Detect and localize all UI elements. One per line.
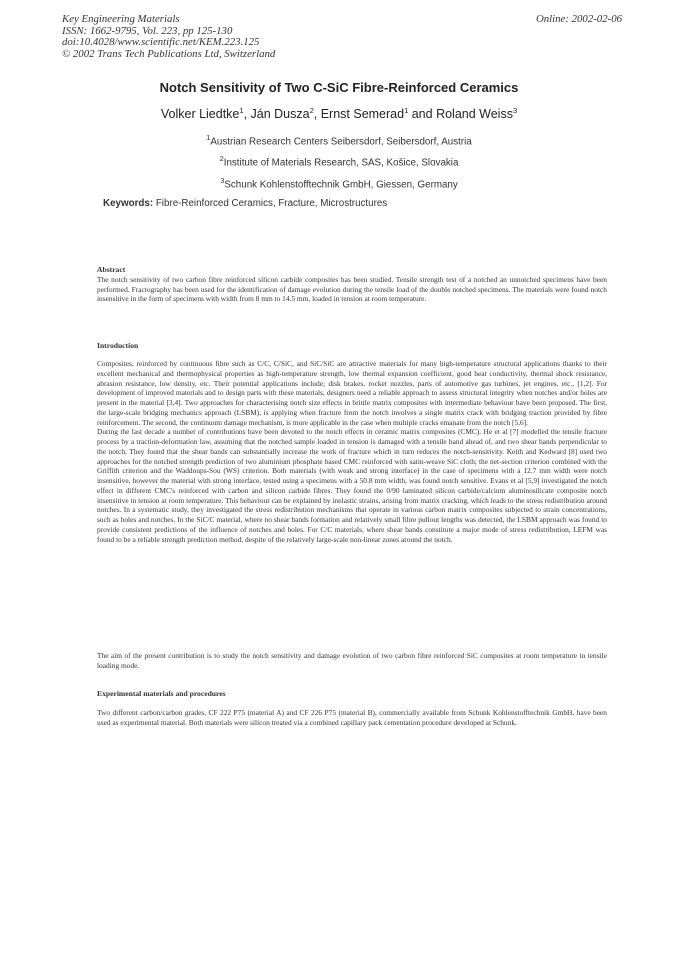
experimental-paragraph: Two different carbon/carbon grades, CF 222 P75 (material A) and CF 226 P75 (material B), commercially available from Schunk Kohlenstofftechnik GmbH, have been used as experimental material. Both materials were silicon treated via a combined capillary pack cementation procedure developed at Schunk. [97, 708, 607, 727]
journal-name: Key Engineering Materials [62, 13, 180, 25]
affiliation-text: Schunk Kohlenstofftechnik GmbH, Giessen, Germany [224, 178, 458, 190]
affiliation-mark: 1 [206, 133, 211, 142]
author-name: Roland Weiss [436, 107, 513, 122]
author-affiliation-mark: 1 [404, 106, 409, 115]
aim-paragraph: The aim of the present contribution is to study the notch sensitivity and damage evolution of two carbon fibre reinforced SiC composites at room temperature in tensile loading mode. [97, 651, 607, 670]
author-name: Ernst Semerad [320, 107, 405, 122]
introduction-paragraph: Composites, reinforced by continuous fibre such as C/C, C/SiC, and SiC/SiC are attractive materials for many high-temperature structural applications thanks to their excellent mechanical and thermophysical properties as high-temperature strength, low thermal expansion coefficient, good heat conductivity, thermal shock resistance, abrasion resistance, low density, etc. Their potential applications include; disk brakes, rocket nozzles, parts of automotive gas turbines, jet engines, etc., [1,2]. For development of improved materials and to design parts with these materials, designers need a reliable approach to assess structural integrity when notches and/or holes are present in the material [3,4]. Two approaches for characterising notch size effects in brittle matrix composites with intermediate behaviour have been proposed. The first, the large-scale bridging mechanics approach (LSBM), is applying when fracture from the notch involves a single matrix crack with bridging traction provided by fibre reinforcement. The second, the continuum damage mechanism, is more applicable in the case when multiple cracks emanate from the notch [5,6]. [97, 359, 607, 427]
introduction-heading: Introduction [97, 341, 139, 350]
journal-header [62, 14, 622, 60]
keywords-label: Keywords: [103, 198, 154, 209]
issn-line: ISSN: 1662-9795, Vol. 223, pp 125-130 [62, 24, 233, 37]
doi-line: doi:10.4028/www.scientific.net/KEM.223.125 [62, 36, 260, 49]
affiliation-mark: 2 [219, 154, 224, 164]
author-list [0, 106, 678, 121]
experimental-heading: Experimental materials and procedures [97, 689, 226, 698]
affiliation-text: Austrian Research Centers Seibersdorf, Seibersdorf, Austria [210, 136, 472, 148]
author-name: Ján Dusza [250, 107, 310, 122]
online-date: Online: 2002-02-06 [535, 13, 622, 25]
affiliation [0, 172, 678, 193]
experimental-heading-block [97, 689, 607, 699]
paper-title: Notch Sensitivity of Two C-SiC Fibre-Reinforced Ceramics [159, 80, 519, 95]
abstract-section [97, 265, 607, 304]
introduction-paragraph: During the last decade a number of contributions have been devoted to the notch effects in ceramic matrix composites (CMC). He et al [7] modelled the tensile fracture process by a traction-deformation law, assuming that the notched sample loaded in tension is damaged with a tensile band ahead of, and two shear bands perpendicular to the notch. They found that the shear bands can substantially increase the work of fracture which in turn reduces the notch-sensitivity. Keith and Kedward [8] used two approaches for the notched strength prediction of two aluminium phosphate based CMC reinforced with satin-weave SiC cloth; the net-section criterion combined with the Griffith criterion and the Waddoups-Sou (WS) criterion. Both materials (with weak and strong interface) in the case of specimens with a 12.7 mm width were notch insensitive, however the material with strong interface, tested using a specimens with a 50.8 mm width, was found notch sensitive. Evans et al [5,9] investigated the notch effect in different CMC's reinforced with carbon and silicon carbide fibres. They found the 0/90 laminated silicon carbide/calcium aluminosilicate composite notch insensitive in tension at room temperature. This behaviour can be explained by inelastic strains, arising from matrix cracking, which leads to the stress redistribution around notches. In a systematic study, they investigated the stress redistribution mechanisms that operate in various carbon matrix composites subjected to strain concentrations, such as holes and notches. In the SiC/C material, where no shear bands formation and relatively small fibre pullout lengths was detected, the LSBM approach was found to provide consistent predictions of the influence of notches and holes. For C/C materials, where shear bands constitute a major mode of stress redistribution, LEFM was found to be a reliable strength prediction method, despite of the relatively large-scale non-linear zones around the notch. [97, 427, 607, 544]
author-affiliation-mark: 3 [512, 106, 518, 115]
introduction-heading-block [97, 341, 607, 351]
author-name: Volker Liedtke [160, 107, 240, 122]
author-affiliation-mark: 1 [239, 106, 244, 115]
abstract-text: The notch sensitivity of two carbon fibre reinforced silicon carbide composites has been studied. Tensile strength test of a notched an unnotched specimens have been performed. Fractography has been used for the identification of damage evolution during the tensile load of the double notched specimens. The materials were found notch insensitive in the form of specimens with width from 8 mm to 14.5 mm, loaded in tension at room temperature. [97, 274, 607, 304]
abstract-heading: Abstract [97, 265, 126, 274]
keywords-text: Fibre-Reinforced Ceramics, Fracture, Microstructures [155, 198, 388, 209]
copyright-line: © 2002 Trans Tech Publications Ltd, Switzerland [62, 47, 276, 60]
affiliation [0, 129, 678, 150]
author-separator: , [243, 107, 251, 122]
affiliation [0, 150, 678, 171]
author-affiliation-mark: 2 [309, 106, 314, 115]
introduction-section [97, 359, 607, 544]
author-separator: , [313, 107, 321, 122]
keywords [103, 198, 623, 209]
author-separator: and [408, 107, 437, 122]
affiliation-list [0, 129, 678, 193]
affiliation-text: Institute of Materials Research, SAS, Košice, Slovakia [223, 157, 459, 169]
aim-section [97, 651, 607, 671]
affiliation-mark: 3 [220, 175, 225, 185]
experimental-section [97, 708, 607, 728]
